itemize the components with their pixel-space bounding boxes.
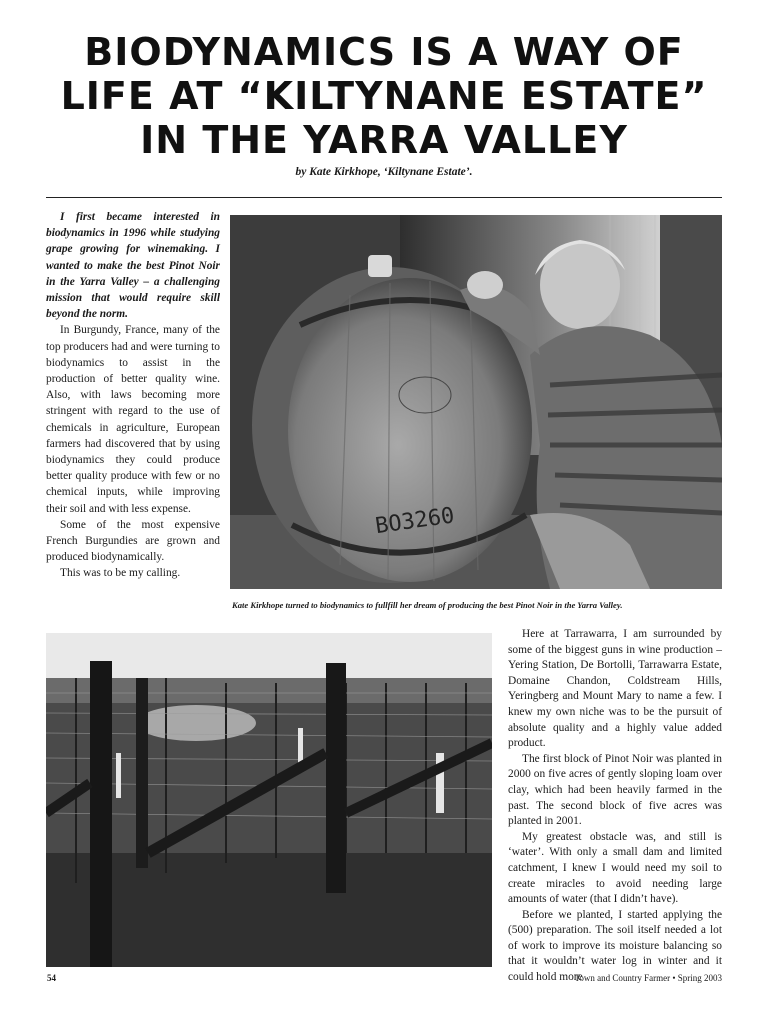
barrel-stamp: BO3260 (373, 503, 456, 540)
body-paragraph: This was to be my calling. (60, 567, 181, 580)
photo-barrel-portrait (230, 215, 722, 589)
headline-line-3: IN THE YARRA VALLEY (140, 118, 628, 162)
photo-caption: Kate Kirkhope turned to biodynamics to fullfill her dream of producing the best Pinot Noir in the Yarra Valley. (232, 600, 623, 610)
right-column (508, 627, 722, 986)
article-headline (40, 30, 728, 162)
body-paragraph: Some of the most expensive French Burgundies are grown and produced biodynamically. (46, 518, 220, 564)
body-paragraph: Here at Tarrawarra, I am surrounded by some of the biggest guns in wine production – Yering Station, De Bortolli, Tarrawarra Estate, Domaine Chandon, Coldstream Hills, Yeringberg and Mount Mary to name a few. I knew my own niche was to be the pursuit of absolute quality and a highly value added product. (508, 628, 722, 750)
body-paragraph: Before we planted, I started applying the (500) preparation. The soil itself needed a lot of work to improve its moisture balancing so that it wouldn’t water log in winter and it could hold more (508, 908, 722, 984)
body-paragraph: My greatest obstacle was, and still is ‘water’. With only a small dam and limited catchment, I knew I would need my soil to create miracles to avoid needing large amounts of water (that I didn’t have). (508, 830, 722, 906)
byline: by Kate Kirkhope, ‘Kiltynane Estate’. (295, 166, 473, 178)
body-paragraph: In Burgundy, France, many of the top producers had and were turning to biodynamics to assist in the production of better quality wine. Also, with laws becoming more stringent with regard to the use of chemicals in agriculture, European farmers had discovered that by using biodynamics they could produce better quality produce with few or no chemical inputs, while improving their soil and with less expense. (46, 324, 220, 515)
barrel-portrait-image (230, 215, 722, 589)
vineyard-image (46, 633, 492, 967)
page-number: 54 (47, 973, 56, 983)
body-paragraph: The first block of Pinot Noir was planted in 2000 on five acres of gently sloping loam over clay, which had been heavily farmed in the past. The second block of five acres was planted in 2001. (508, 752, 722, 828)
headline-line-1: BIODYNAMICS IS A WAY OF (84, 30, 684, 74)
publication-footer: Town and Country Farmer • Spring 2003 (574, 973, 722, 983)
headline-line-2: LIFE AT “KILTYNANE ESTATE” (60, 74, 708, 118)
photo-vineyard (46, 633, 492, 967)
intro-paragraph: I first became interested in biodynamics in 1996 while studying grape growing for winemaking. I wanted to make the best Pinot Noir in the Yarra Valley – a challenging mission that would require skill beyond the norm. (46, 211, 220, 321)
left-column (46, 209, 220, 582)
header-divider (46, 197, 722, 198)
